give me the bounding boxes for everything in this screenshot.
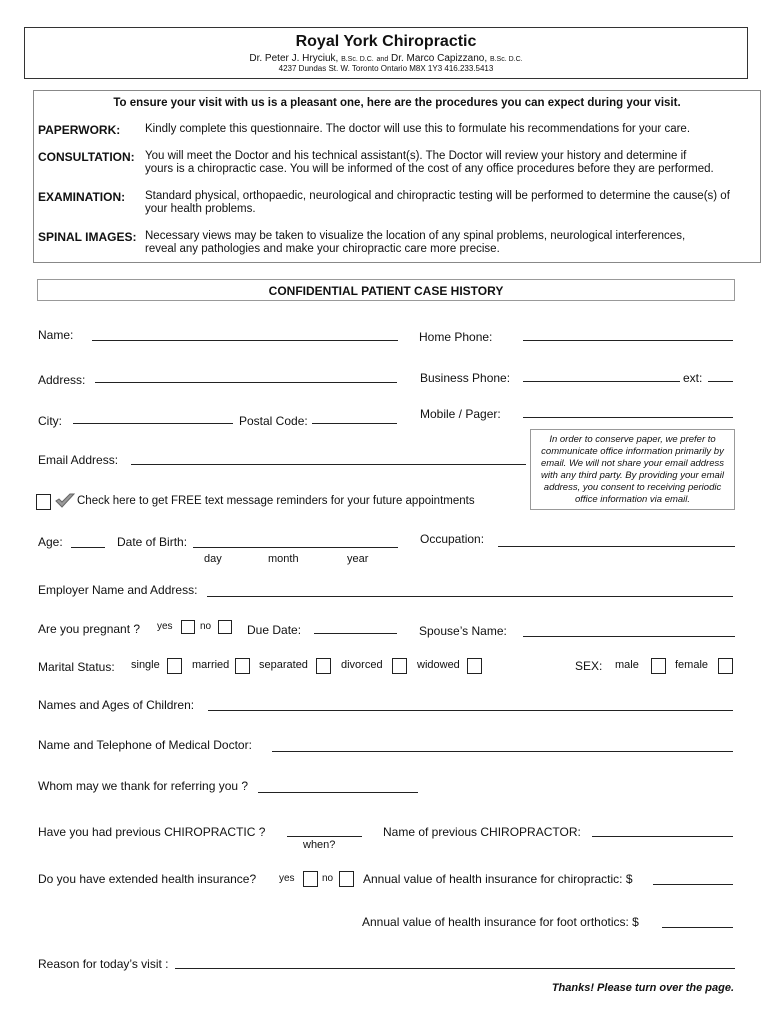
sex-male-label: male — [615, 659, 639, 671]
text-reminder-checkbox[interactable] — [36, 494, 51, 510]
and-word: and — [376, 56, 389, 63]
marital-divorced-checkbox[interactable] — [392, 658, 407, 674]
marital-single-checkbox[interactable] — [167, 658, 182, 674]
insurance-orthotics-field[interactable] — [662, 927, 733, 928]
procedure-line: Kindly complete this questionnaire. The doctor will use this to formulate his recommendations for your care. — [145, 123, 691, 135]
insurance-no-label: no — [322, 873, 334, 884]
procedure-desc-examination — [145, 190, 730, 216]
pregnant-label: Are you pregnant ? — [38, 622, 141, 636]
home-phone-field[interactable] — [523, 340, 733, 341]
procedure-line: Standard physical, orthopaedic, neurological and chiropractic testing will be performed to determine the cause(s) of — [145, 190, 730, 202]
marital-single-label: single — [131, 659, 160, 671]
marital-divorced-label: divorced — [341, 659, 383, 671]
postal-code-field[interactable] — [312, 423, 397, 424]
when-label: when? — [303, 839, 336, 851]
age-label: Age: — [38, 535, 63, 549]
prev-chiro-name-label: Name of previous CHIROPRACTOR: — [383, 825, 581, 839]
employer-label: Employer Name and Address: — [38, 583, 198, 597]
marital-separated-checkbox[interactable] — [316, 658, 331, 674]
city-field[interactable] — [73, 423, 233, 424]
occupation-field[interactable] — [498, 546, 735, 547]
prev-chiro-name-field[interactable] — [592, 836, 733, 837]
doctors-line — [24, 53, 748, 64]
checkmark-icon — [54, 492, 76, 510]
dob-month-label: month — [268, 553, 299, 565]
footer-note: Thanks! Please turn over the page. — [551, 982, 734, 994]
reason-field[interactable] — [175, 968, 735, 969]
referral-field[interactable] — [258, 792, 418, 793]
procedures-intro: To ensure your visit with us is a pleasant one, here are the procedures you can expect during your visit. — [113, 97, 681, 109]
doctor1-credentials: B.Sc. D.C. — [341, 56, 374, 63]
dob-day-label: day — [204, 553, 222, 565]
insurance-chiro-label: Annual value of health insurance for chiropractic: $ — [363, 872, 633, 886]
prev-chiro-field[interactable] — [287, 836, 362, 837]
spouse-field[interactable] — [523, 636, 735, 637]
medical-doctor-label: Name and Telephone of Medical Doctor: — [38, 738, 252, 752]
procedure-line: You will meet the Doctor and his technical assistant(s). The Doctor will review your history and determine if — [145, 150, 687, 162]
children-label: Names and Ages of Children: — [38, 698, 195, 712]
employer-field[interactable] — [207, 596, 733, 597]
sex-label: SEX: — [575, 659, 603, 673]
insurance-yes-label: yes — [279, 873, 295, 884]
clinic-name: Royal York Chiropractic — [295, 33, 477, 50]
procedure-label-consultation: CONSULTATION: — [38, 150, 135, 164]
medical-doctor-field[interactable] — [272, 751, 733, 752]
reason-label: Reason for today’s visit : — [38, 957, 169, 971]
insurance-chiro-field[interactable] — [653, 884, 733, 885]
pregnant-no-checkbox[interactable] — [218, 620, 232, 634]
prev-chiro-label: Have you had previous CHIROPRACTIC ? — [38, 825, 266, 839]
email-note: In order to conserve paper, we prefer to communicate office information primarily by email. We will not share your email address with any third party. By providing your email address, you consent to receiving periodic office information via email. — [540, 434, 725, 505]
insurance-no-checkbox[interactable] — [339, 871, 354, 887]
marital-married-label: married — [192, 659, 230, 671]
marital-separated-label: separated — [259, 659, 308, 671]
name-label: Name: — [38, 328, 74, 342]
sex-male-checkbox[interactable] — [651, 658, 666, 674]
insurance-orthotics-label: Annual value of health insurance for foot orthotics: $ — [362, 915, 639, 929]
marital-label: Marital Status: — [38, 660, 115, 674]
dob-year-label: year — [347, 553, 369, 565]
due-date-field[interactable] — [314, 633, 397, 634]
text-reminder-label: Check here to get FREE text message reminders for your future appointments — [77, 495, 475, 507]
section-title: CONFIDENTIAL PATIENT CASE HISTORY — [268, 284, 504, 298]
mobile-field[interactable] — [523, 417, 733, 418]
occupation-label: Occupation: — [420, 532, 485, 546]
children-field[interactable] — [208, 710, 733, 711]
ext-label: ext: — [683, 371, 703, 385]
pregnant-yes-label: yes — [157, 621, 173, 632]
address-field[interactable] — [95, 382, 397, 383]
business-phone-field[interactable] — [523, 381, 680, 382]
sex-female-label: female — [675, 659, 709, 671]
sex-female-checkbox[interactable] — [718, 658, 733, 674]
marital-married-checkbox[interactable] — [235, 658, 250, 674]
dob-label: Date of Birth: — [117, 535, 188, 549]
procedure-desc-spinal-images — [145, 230, 685, 256]
doctor1: Dr. Peter J. Hryciuk, — [249, 53, 339, 64]
doctor2-credentials: B.Sc. D.C. — [489, 56, 523, 63]
business-phone-label: Business Phone: — [420, 371, 511, 385]
marital-widowed-label: widowed — [417, 659, 460, 671]
procedure-line: your health problems. — [145, 203, 256, 215]
home-phone-label: Home Phone: — [419, 330, 493, 344]
pregnant-yes-checkbox[interactable] — [181, 620, 195, 634]
procedure-label-paperwork: PAPERWORK: — [38, 123, 121, 137]
insurance-yes-checkbox[interactable] — [303, 871, 318, 887]
clinic-address: 4237 Dundas St. W. Toronto Ontario M8X 1Y3 416.233.5413 — [278, 64, 494, 73]
spouse-label: Spouse’s Name: — [419, 624, 507, 638]
procedure-label-spinal-images: SPINAL IMAGES: — [38, 230, 137, 244]
doctor2: Dr. Marco Capizzano, — [391, 53, 488, 64]
postal-code-label: Postal Code: — [239, 414, 308, 428]
dob-field[interactable] — [193, 547, 398, 548]
due-date-label: Due Date: — [247, 623, 302, 637]
marital-widowed-checkbox[interactable] — [467, 658, 482, 674]
referral-label: Whom may we thank for referring you ? — [38, 779, 249, 793]
ext-field[interactable] — [708, 381, 733, 382]
mobile-label: Mobile / Pager: — [420, 407, 501, 421]
address-label: Address: — [38, 373, 86, 387]
insurance-label: Do you have extended health insurance? — [38, 872, 257, 886]
pregnant-no-label: no — [200, 621, 212, 632]
procedure-line: reveal any pathologies and make your chiropractic care more precise. — [145, 243, 500, 255]
procedure-line: yours is a chiropractic case. You will be informed of the cost of any office procedures before they are performed. — [145, 163, 714, 175]
procedure-desc-consultation — [145, 150, 714, 176]
email-label: Email Address: — [38, 453, 119, 467]
procedure-label-examination: EXAMINATION: — [38, 190, 126, 204]
name-field[interactable] — [92, 340, 398, 341]
age-field[interactable] — [71, 547, 105, 548]
procedure-desc-paperwork — [145, 123, 690, 136]
procedure-line: Necessary views may be taken to visualize the location of any spinal problems, neurological interferences, — [145, 230, 686, 242]
email-field[interactable] — [131, 464, 526, 465]
city-label: City: — [38, 414, 62, 428]
